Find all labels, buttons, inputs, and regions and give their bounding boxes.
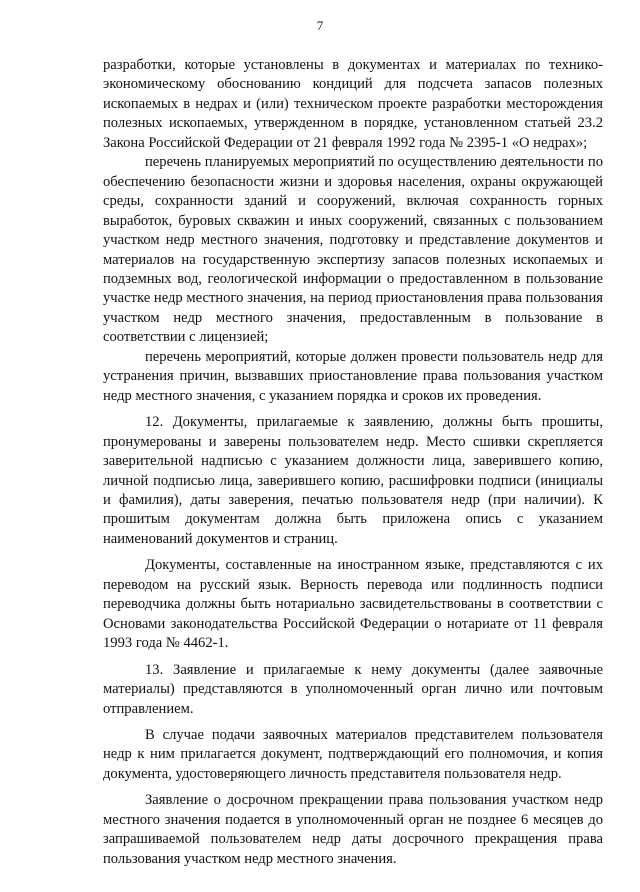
paragraph-early-termination: Заявление о досрочном прекращении права пользования участком недр местного значения подается в уполномоченный орган не позднее 6 месяцев до запрашиваемой пользователем недр даты досрочного прекращения права пользования участком недр местного значения. [103,792,603,867]
document-body [103,56,603,869]
page-number: 7 [316,18,324,33]
paragraph-continuation: разработки, которые установлены в документах и материалах по технико-экономическому обоснованию кондиций для подсчета запасов полезных ископаемых в недрах и (или) техническом проекте разработки месторождения полезных ископаемых, утвержденном в порядке, установленном статьей 23.2 Закона Российской Федерации от 21 февраля 1992 года № 2395-1 «О недрах»; [103,57,603,151]
paragraph-foreign-documents: Документы, составленные на иностранном языке, представляются с их переводом на русский язык. Верность перевода или подлинность подписи переводчика должны быть нотариально засвидетельствованы в соответствии с Основами законодательства Российской Федерации о нотариате от 11 февраля 1993 года № 4462-1. [103,557,603,652]
paragraph-remedy-measures: перечень мероприятий, которые должен провести пользователь недр для устранения причин, вызвавших приостановление права пользования участком недр местного значения, с указанием порядка и сроков их проведения. [103,348,603,404]
paragraph-representative: В случае подачи заявочных материалов представителем пользователя недр к ним прилагается документ, подтверждающий его полномочия, и копия документа, удостоверяющего личность представителя пользователя недр. [103,726,603,782]
paragraph-item-13: 13. Заявление и прилагаемые к нему документы (далее заявочные материалы) представляются в уполномоченный орган лично или почтовым отправлением. [103,661,603,717]
paragraph-safety-measures: перечень планируемых мероприятий по осуществлению деятельности по обеспечению безопасности жизни и здоровья населения, охраны окружающей среды, сохранности зданий и сооружений, включая сохранность горных выработок, буровых скважин и иных сооружений, связанных с пользованием участком недр местного значения, подготовку и представление документов и материалов на государственную экспертизу запасов полезных ископаемых и подземных вод, геологической информации о предоставленном в пользование участке недр местного значения, на период приостановления права пользования участком недр местного значения, предоставленным в пользование в соответствии с лицензией; [103,154,603,346]
paragraph-item-12: 12. Документы, прилагаемые к заявлению, должны быть прошиты, пронумерованы и заверены пользователем недр. Место сшивки скрепляется заверительной надписью с указанием должности лица, заверившего копию, личной подписью лица, заверившего копию, расшифровки подписи (инициалы и фамилия), даты заверения, печатью пользователя недр (при наличии). К прошитым документам должна быть приложена опись с указанием наименований документов и страниц. [103,414,603,547]
